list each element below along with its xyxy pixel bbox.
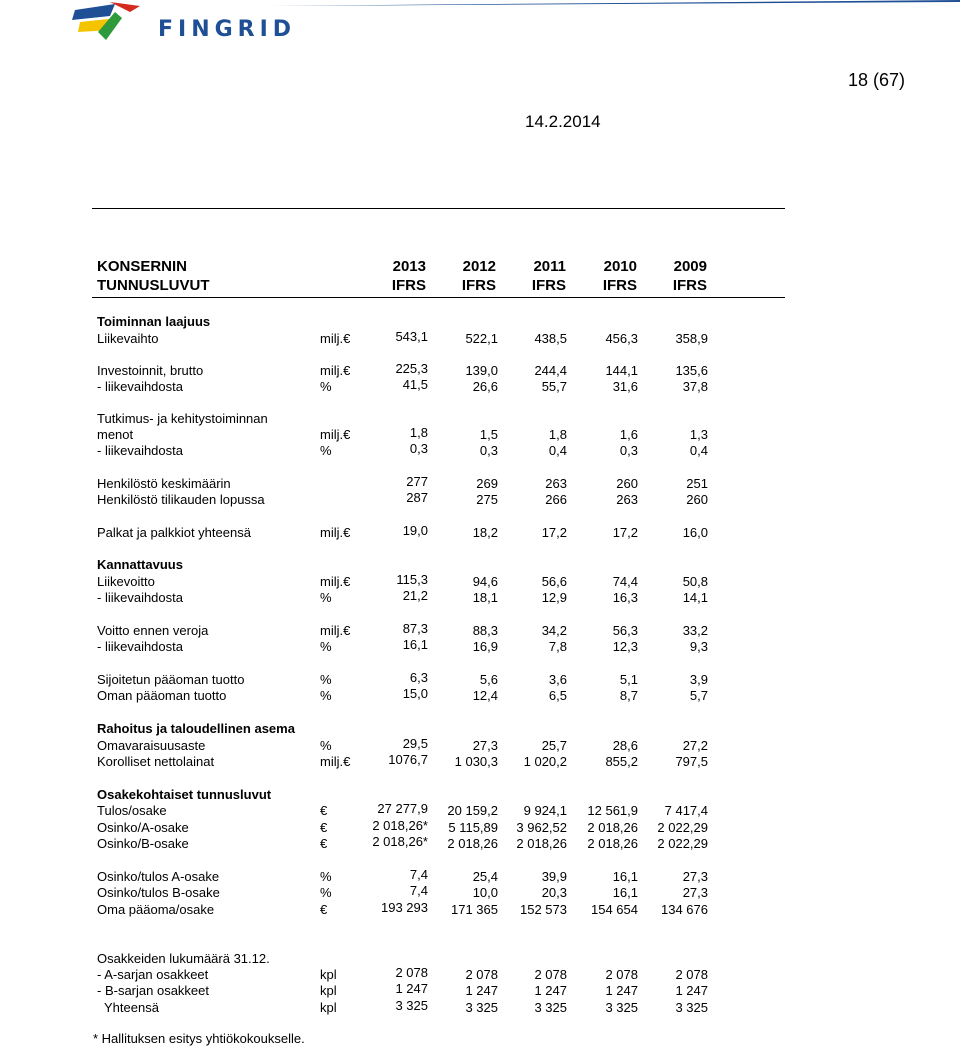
cell-value: 152 573	[520, 902, 567, 917]
row-label: Yhteensä	[97, 1000, 159, 1015]
cell-value: 251	[686, 476, 708, 491]
top-rule	[92, 208, 785, 209]
cell-value: 2 018,26	[587, 836, 638, 851]
cell-value: 29,5	[402, 736, 428, 751]
cell-value: 1 030,3	[454, 754, 498, 769]
row-unit: milj.€	[320, 754, 351, 769]
cell-value: 2 078	[395, 965, 428, 980]
row-unit: €	[320, 836, 328, 851]
cell-value: 225,3	[395, 361, 428, 376]
row-unit: %	[320, 379, 332, 394]
table-row	[0, 902, 960, 919]
cell-value: 12,9	[541, 590, 567, 605]
table-row	[0, 672, 960, 689]
cell-value: 3 325	[395, 998, 428, 1013]
cell-value: 19,0	[402, 523, 428, 538]
cell-value: 2 078	[534, 967, 567, 982]
cell-value: 12,4	[472, 688, 498, 703]
cell-value: 16,9	[472, 639, 498, 654]
row-label: Osinko/tulos A-osake	[97, 869, 220, 884]
table-row	[0, 738, 960, 755]
cell-value: 269	[476, 476, 498, 491]
cell-value: 134 676	[661, 902, 708, 917]
cell-value: 33,2	[682, 623, 708, 638]
row-unit: kpl	[320, 983, 337, 998]
row-label: Henkilöstö keskimäärin	[97, 476, 231, 491]
cell-value: 2 078	[605, 967, 638, 982]
row-label: - liikevaihdosta	[97, 590, 183, 605]
cell-value: 1,5	[479, 427, 498, 442]
col-year-2011: 2011	[533, 258, 566, 275]
cell-value: 3 325	[534, 1000, 567, 1015]
cell-value: 27,3	[682, 885, 708, 900]
col-year-2013: 2013	[392, 258, 426, 275]
table-row	[0, 331, 960, 348]
cell-value: 3,6	[548, 672, 567, 687]
cell-value: 139,0	[465, 363, 498, 378]
cell-value: 39,9	[541, 869, 567, 884]
cell-value: 14,1	[682, 590, 708, 605]
cell-value: 34,2	[541, 623, 567, 638]
cell-value: 7,4	[409, 883, 428, 898]
table-row	[0, 427, 960, 444]
cell-value: 244,4	[534, 363, 567, 378]
cell-value: 7 417,4	[664, 803, 708, 818]
col-basis-2012: IFRS	[461, 277, 496, 294]
cell-value: 41,5	[402, 377, 428, 392]
cell-value: 1,3	[689, 427, 708, 442]
row-unit: milj.€	[320, 574, 351, 589]
cell-value: 0,3	[479, 443, 498, 458]
row-unit: €	[320, 820, 328, 835]
row-label: - B-sarjan osakkeet	[97, 983, 209, 998]
row-unit: milj.€	[320, 331, 351, 346]
table-row	[0, 688, 960, 705]
cell-value: 2 018,26	[447, 836, 498, 851]
cell-value: 31,6	[612, 379, 638, 394]
cell-value: 1 247	[534, 983, 567, 998]
section-kannattavuus: Kannattavuus	[97, 557, 183, 572]
cell-value: 3 962,52	[516, 820, 567, 835]
row-unit: %	[320, 639, 332, 654]
cell-value: 287	[406, 490, 428, 505]
section-osakkeiden-lukumaara: Osakkeiden lukumäärä 31.12.	[97, 951, 270, 966]
cell-value: 2 018,26	[516, 836, 567, 851]
logo-text: FINGRID	[158, 17, 297, 42]
table-row	[0, 820, 960, 837]
row-label: Osinko/B-osake	[97, 836, 189, 851]
cell-value: 135,6	[675, 363, 708, 378]
cell-value: 17,2	[612, 525, 638, 540]
col-basis-2010: IFRS	[602, 277, 637, 294]
cell-value: 543,1	[395, 329, 428, 344]
row-unit: %	[320, 688, 332, 703]
row-label: Omavaraisuusaste	[97, 738, 206, 753]
cell-value: 1,8	[409, 425, 428, 440]
row-label: Oman pääoman tuotto	[97, 688, 227, 703]
cell-value: 154 654	[591, 902, 638, 917]
cell-value: 3 325	[465, 1000, 498, 1015]
row-unit: %	[320, 885, 332, 900]
row-unit: %	[320, 672, 332, 687]
table-row	[0, 574, 960, 591]
cell-value: 2 018,26*	[372, 834, 428, 849]
cell-value: 5,7	[689, 688, 708, 703]
cell-value: 21,2	[402, 588, 428, 603]
row-unit: %	[320, 590, 332, 605]
row-label: Tutkimus- ja kehitystoiminnan	[97, 411, 268, 426]
row-label: Tulos/osake	[97, 803, 167, 818]
cell-value: 15,0	[402, 686, 428, 701]
table-row	[0, 379, 960, 396]
cell-value: 277	[406, 474, 428, 489]
table-title-line2: TUNNUSLUVUT	[97, 277, 210, 294]
cell-value: 12,3	[612, 639, 638, 654]
cell-value: 8,7	[619, 688, 638, 703]
cell-value: 855,2	[605, 754, 638, 769]
cell-value: 1 247	[465, 983, 498, 998]
cell-value: 1 020,2	[523, 754, 567, 769]
col-year-2010: 2010	[603, 258, 637, 275]
cell-value: 16,1	[612, 885, 638, 900]
cell-value: 7,4	[409, 867, 428, 882]
cell-value: 1,8	[548, 427, 567, 442]
cell-value: 2 078	[465, 967, 498, 982]
cell-value: 10,0	[472, 885, 498, 900]
document-date: 14.2.2014	[525, 112, 601, 131]
cell-value: 1 247	[675, 983, 708, 998]
cell-value: 12 561,9	[587, 803, 638, 818]
row-label: Korolliset nettolainat	[97, 754, 215, 769]
cell-value: 2 018,26	[587, 820, 638, 835]
cell-value: 25,4	[472, 869, 498, 884]
cell-value: 1 247	[395, 981, 428, 996]
cell-value: 3 325	[675, 1000, 708, 1015]
table-row	[0, 623, 960, 640]
row-label: - liikevaihdosta	[97, 639, 183, 654]
col-year-2009: 2009	[673, 258, 707, 275]
cell-value: 193 293	[381, 900, 428, 915]
table-row	[0, 1000, 960, 1017]
cell-value: 26,6	[472, 379, 498, 394]
cell-value: 16,0	[682, 525, 708, 540]
cell-value: 5 115,89	[448, 820, 498, 835]
col-basis-2011: IFRS	[531, 277, 566, 294]
cell-value: 438,5	[534, 331, 567, 346]
cell-value: 2 018,26*	[372, 818, 428, 833]
row-unit: %	[320, 869, 332, 884]
cell-value: 56,3	[612, 623, 638, 638]
cell-value: 7,8	[548, 639, 567, 654]
row-label: Liikevaihto	[97, 331, 159, 346]
cell-value: 0,4	[689, 443, 708, 458]
cell-value: 17,2	[541, 525, 567, 540]
cell-value: 115,3	[396, 572, 428, 587]
row-unit: milj.€	[320, 623, 351, 638]
table-row	[0, 443, 960, 460]
cell-value: 20,3	[541, 885, 567, 900]
cell-value: 358,9	[675, 331, 708, 346]
footnote: * Hallituksen esitys yhtiökokoukselle.	[93, 1031, 305, 1046]
table-row	[0, 590, 960, 607]
cell-value: 9 924,1	[523, 803, 567, 818]
cell-value: 37,8	[682, 379, 708, 394]
cell-value: 456,3	[605, 331, 638, 346]
row-unit: milj.€	[320, 427, 351, 442]
table-row	[0, 869, 960, 886]
cell-value: 522,1	[465, 331, 498, 346]
cell-value: 27 277,9	[377, 801, 428, 816]
cell-value: 27,3	[472, 738, 498, 753]
row-unit: milj.€	[320, 363, 351, 378]
cell-value: 9,3	[689, 639, 708, 654]
row-label: Voitto ennen veroja	[97, 623, 209, 638]
row-label: Investoinnit, brutto	[97, 363, 204, 378]
row-label: Henkilöstö tilikauden lopussa	[97, 492, 265, 507]
cell-value: 1076,7	[388, 752, 428, 767]
cell-value: 266	[545, 492, 567, 507]
cell-value: 87,3	[402, 621, 428, 636]
col-year-2012: 2012	[462, 258, 496, 275]
cell-value: 797,5	[675, 754, 708, 769]
cell-value: 2 022,29	[657, 820, 708, 835]
section-osakekohtaiset: Osakekohtaiset tunnusluvut	[97, 787, 272, 802]
cell-value: 0,3	[619, 443, 638, 458]
cell-value: 16,3	[612, 590, 638, 605]
table-row	[0, 885, 960, 902]
table-row	[0, 492, 960, 509]
cell-value: 6,5	[548, 688, 567, 703]
cell-value: 1 247	[605, 983, 638, 998]
page-number: 18 (67)	[847, 70, 905, 90]
row-label: Sijoitetun pääoman tuotto	[97, 672, 245, 687]
cell-value: 56,6	[541, 574, 567, 589]
row-label: Liikevoitto	[97, 574, 155, 589]
cell-value: 1,6	[619, 427, 638, 442]
cell-value: 144,1	[605, 363, 638, 378]
row-label: Osinko/A-osake	[97, 820, 189, 835]
cell-value: 3 325	[605, 1000, 638, 1015]
cell-value: 171 365	[451, 902, 498, 917]
row-label: - liikevaihdosta	[97, 443, 183, 458]
row-label: menot	[97, 427, 134, 442]
table-row	[0, 754, 960, 771]
cell-value: 28,6	[612, 738, 638, 753]
cell-value: 5,1	[619, 672, 638, 687]
cell-value: 55,7	[541, 379, 567, 394]
cell-value: 260	[686, 492, 708, 507]
section-toiminnan-laajuus: Toiminnan laajuus	[97, 314, 211, 329]
row-unit: milj.€	[320, 525, 351, 540]
cell-value: 2 078	[675, 967, 708, 982]
cell-value: 50,8	[682, 574, 708, 589]
cell-value: 18,2	[472, 525, 498, 540]
table-row	[0, 363, 960, 380]
cell-value: 74,4	[612, 574, 638, 589]
cell-value: 3,9	[689, 672, 708, 687]
row-label: Oma pääoma/osake	[97, 902, 215, 917]
table-row	[0, 525, 960, 542]
cell-value: 20 159,2	[447, 803, 498, 818]
cell-value: 260	[616, 476, 638, 491]
cell-value: 25,7	[541, 738, 567, 753]
section-rahoitus: Rahoitus ja taloudellinen asema	[97, 721, 295, 736]
cell-value: 27,3	[682, 869, 708, 884]
cell-value: 263	[616, 492, 638, 507]
cell-value: 275	[476, 492, 498, 507]
row-unit: kpl	[320, 1000, 337, 1015]
row-unit: €	[320, 902, 328, 917]
cell-value: 94,6	[472, 574, 498, 589]
row-unit: %	[320, 443, 332, 458]
row-unit: kpl	[320, 967, 337, 982]
table-row	[0, 967, 960, 984]
row-unit: €	[320, 803, 328, 818]
cell-value: 0,3	[409, 441, 428, 456]
table-row	[0, 803, 960, 820]
table-row	[0, 476, 960, 493]
row-label: Palkat ja palkkiot yhteensä	[97, 525, 251, 540]
table-row	[0, 836, 960, 853]
table-title-line1: KONSERNIN	[97, 258, 188, 275]
header-rule	[92, 297, 785, 298]
col-basis-2013: IFRS	[391, 277, 426, 294]
cell-value: 0,4	[548, 443, 567, 458]
cell-value: 5,6	[479, 672, 498, 687]
row-unit: %	[320, 738, 332, 753]
cell-value: 18,1	[472, 590, 498, 605]
cell-value: 263	[545, 476, 567, 491]
row-label: - liikevaihdosta	[97, 379, 183, 394]
table-row	[0, 639, 960, 656]
cell-value: 16,1	[612, 869, 638, 884]
cell-value: 88,3	[472, 623, 498, 638]
cell-value: 2 022,29	[657, 836, 708, 851]
cell-value: 16,1	[402, 637, 428, 652]
cell-value: 6,3	[409, 670, 428, 685]
header-decoration-line	[270, 0, 960, 6]
cell-value: 27,2	[682, 738, 708, 753]
row-label: Osinko/tulos B-osake	[97, 885, 220, 900]
col-basis-2009: IFRS	[672, 277, 707, 294]
table-row	[0, 983, 960, 1000]
table-row	[0, 411, 960, 428]
row-label: - A-sarjan osakkeet	[97, 967, 209, 982]
